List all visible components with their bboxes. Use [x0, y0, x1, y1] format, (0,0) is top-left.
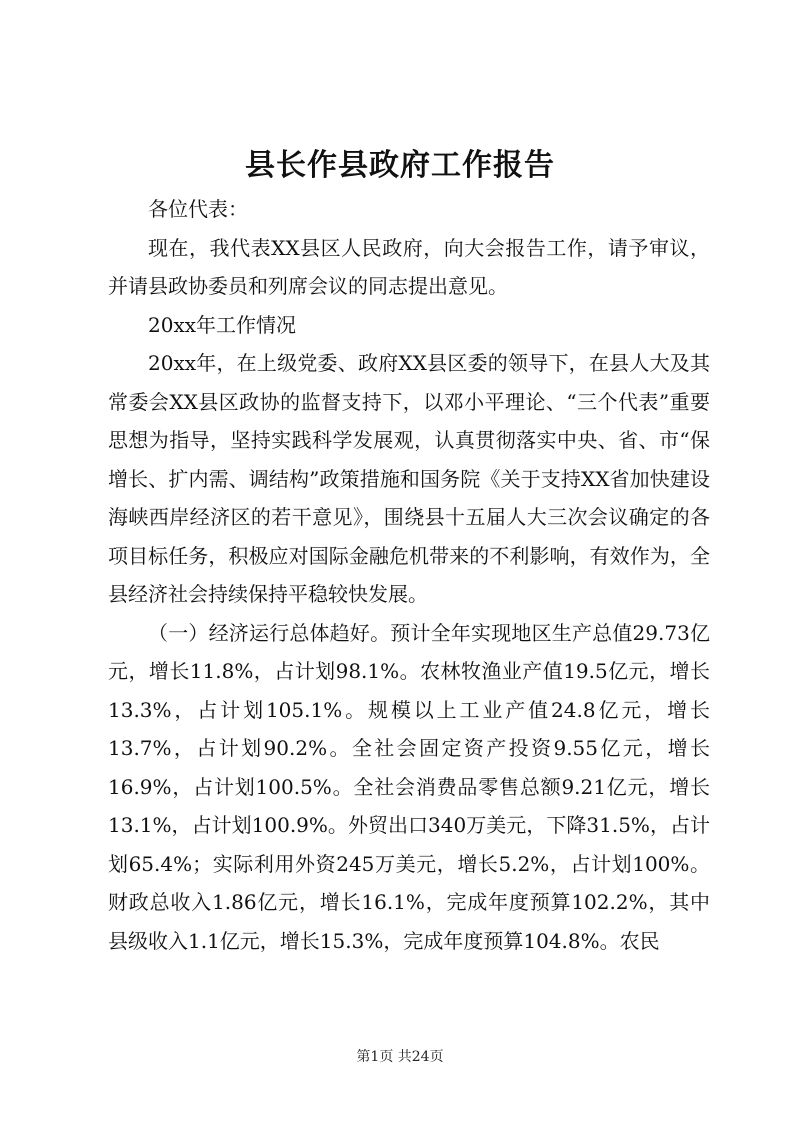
overview-paragraph: 20xx年，在上级党委、政府XX县区委的领导下，在县人大及其常委会XX县区政协的监督支持下，以邓小平理论、“三个代表”重要思想为指导，坚持实践科学发展观，认真贯彻落实中央、省、市“保增长、扩内需、调结构”政策措施和国务院《关于支持XX省加快建设海峡西岸经济区的若干意见》，围绕县十五届人大三次会议确定的各项目标任务，积极应对国际金融危机带来的不利影响，有效作为，全县经济社会持续保持平稳较快发展。 [108, 351, 710, 606]
salutation-paragraph: 各位代表： [148, 197, 248, 221]
intro-paragraph: 现在，我代表XX县区人民政府，向大会报告工作，请予审议，并请县政协委员和列席会议的同志提出意见。 [108, 235, 710, 298]
page-number: 第1页 共24页 [356, 1049, 444, 1065]
document-title: 县长作县政府工作报告 [245, 148, 555, 183]
document-body [108, 190, 710, 960]
section-heading: 20xx年工作情况 [148, 312, 297, 337]
economy-paragraph: （一）经济运行总体趋好。预计全年实现地区生产总值29.73亿元，增长11.8%，占计划98.1%。农林牧渔业产值19.5亿元，增长13.3%，占计划105.1%。规模以上工业产值24.8亿元，增长13.7%，占计划90.2%。全社会固定资产投资9.55亿元，增长16.9%，占计划100.5%。全社会消费品零售总额9.21亿元，增长13.1%，占计划100.9%。外贸出口340万美元，下降31.5%，占计划65.4%；实际利用外资245万美元，增长5.2%，占计划100%。财政总收入1.86亿元，增长16.1%，完成年度预算102.2%，其中县级收入1.1亿元，增长15.3%，完成年度预算104.8%。农民 [108, 620, 710, 953]
